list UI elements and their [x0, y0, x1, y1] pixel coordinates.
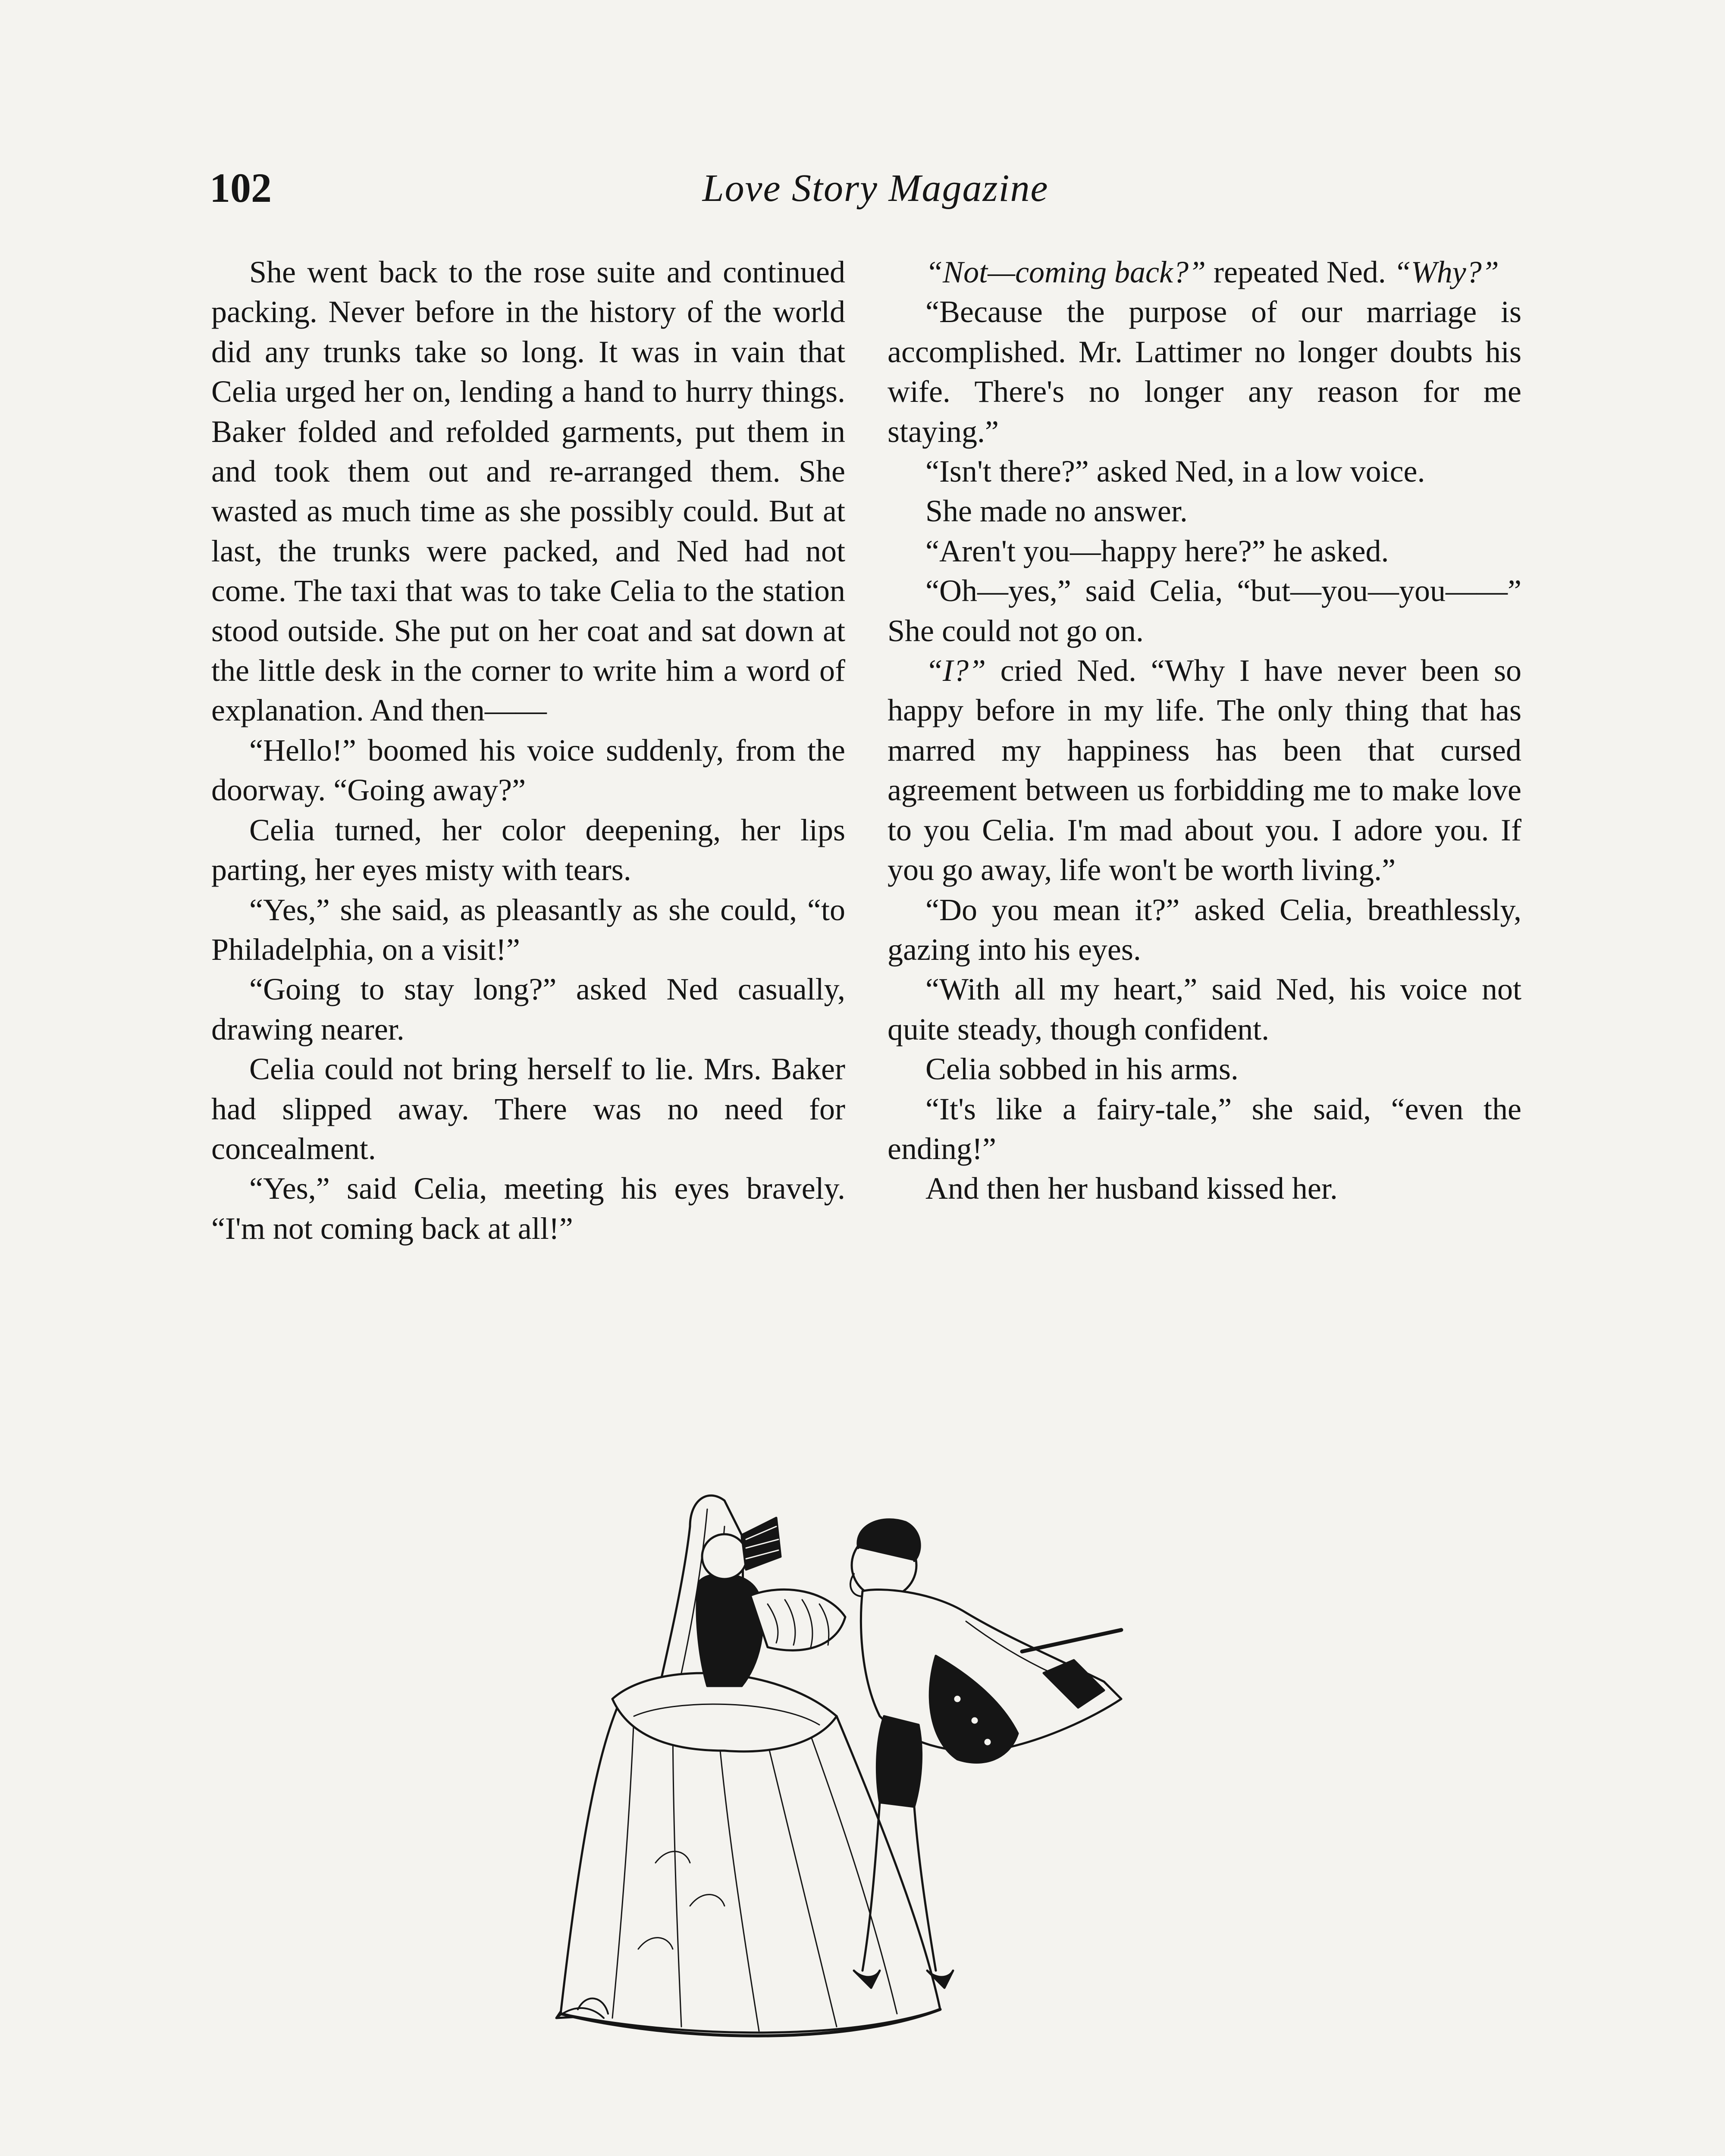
paragraph: “Yes,” said Celia, meeting his eyes bravely. “I'm not coming back at all!”	[211, 1171, 845, 1246]
paragraph: “Because the purpose of our marriage is accomplished. Mr. Lattimer no longer doubts his wife. There's no longer any reason for me staying.”	[888, 295, 1521, 449]
paragraph: “With all my heart,” said Ned, his voice not quite steady, though confident.	[888, 972, 1521, 1047]
paragraph	[888, 651, 1521, 890]
italic-quote: “Why?”	[1393, 255, 1499, 289]
bodice	[697, 1574, 762, 1686]
paragraph: “Going to stay long?” asked Ned casually, drawing nearer.	[211, 972, 845, 1047]
italic-quote: “Not—coming back?”	[925, 255, 1206, 289]
paragraph: Celia turned, her color deepening, her lips parting, her eyes misty with tears.	[211, 812, 845, 887]
paragraph: Celia sobbed in his arms.	[925, 1052, 1239, 1087]
paragraph: “Hello!” boomed his voice suddenly, from the doorway. “Going away?”	[211, 733, 845, 808]
right-column	[888, 252, 1521, 1209]
cane	[1022, 1630, 1121, 1651]
paragraph: “Yes,” she said, as pleasantly as she could, “to Philadelphia, on a visit!”	[211, 892, 845, 967]
paragraph: “It's like a fairy-tale,” she said, “even the ending!”	[888, 1091, 1521, 1166]
couple-illustration	[448, 1475, 1285, 2070]
italic-quote: “I?”	[925, 653, 986, 688]
paragraph: “Oh—yes,” said Celia, “but—you—you——” She could not go on.	[888, 573, 1521, 648]
paragraph: “Isn't there?” asked Ned, in a low voice.	[925, 454, 1425, 489]
sleeve	[750, 1589, 845, 1650]
paragraph: “Do you mean it?” asked Celia, breathlessly, gazing into his eyes.	[888, 892, 1521, 967]
paragraph: She made no answer.	[925, 494, 1188, 529]
paragraph: “Aren't you—happy here?” he asked.	[925, 533, 1389, 568]
page-number: 102	[210, 165, 272, 211]
left-column	[211, 252, 845, 1248]
paragraph: She went back to the rose suite and continued packing. Never before in the history of the world did any trunks take so long. It was in vain that Celia urged her on, lending a hand to hurry things. Baker folded and refolded garments, put them in and took them out and re-arranged them. She wasted as much time as she possibly could. But at last, the trunks were packed, and Ned had not come. The taxi that was to take Celia to the station stood outside. She put on her coat and sat down at the little desk in the corner to write him a word of explanation. And then——	[211, 255, 845, 728]
paragraph: And then her husband kissed her.	[925, 1171, 1338, 1206]
text-run: cried Ned. “Why I have never been so happy before in my life. The only thing that has marred my happiness has been that cursed agreement between us forbidding me to make love to you Celia. I'm mad about you. I adore you. If you go away, life won't be worth living.”	[888, 653, 1521, 887]
paragraph	[888, 252, 1521, 292]
running-title: Love Story Magazine	[702, 167, 1049, 210]
text-run: repeated Ned.	[1206, 255, 1394, 289]
paragraph: Celia could not bring herself to lie. Mrs. Baker had slipped away. There was no need for concealment.	[211, 1052, 845, 1166]
